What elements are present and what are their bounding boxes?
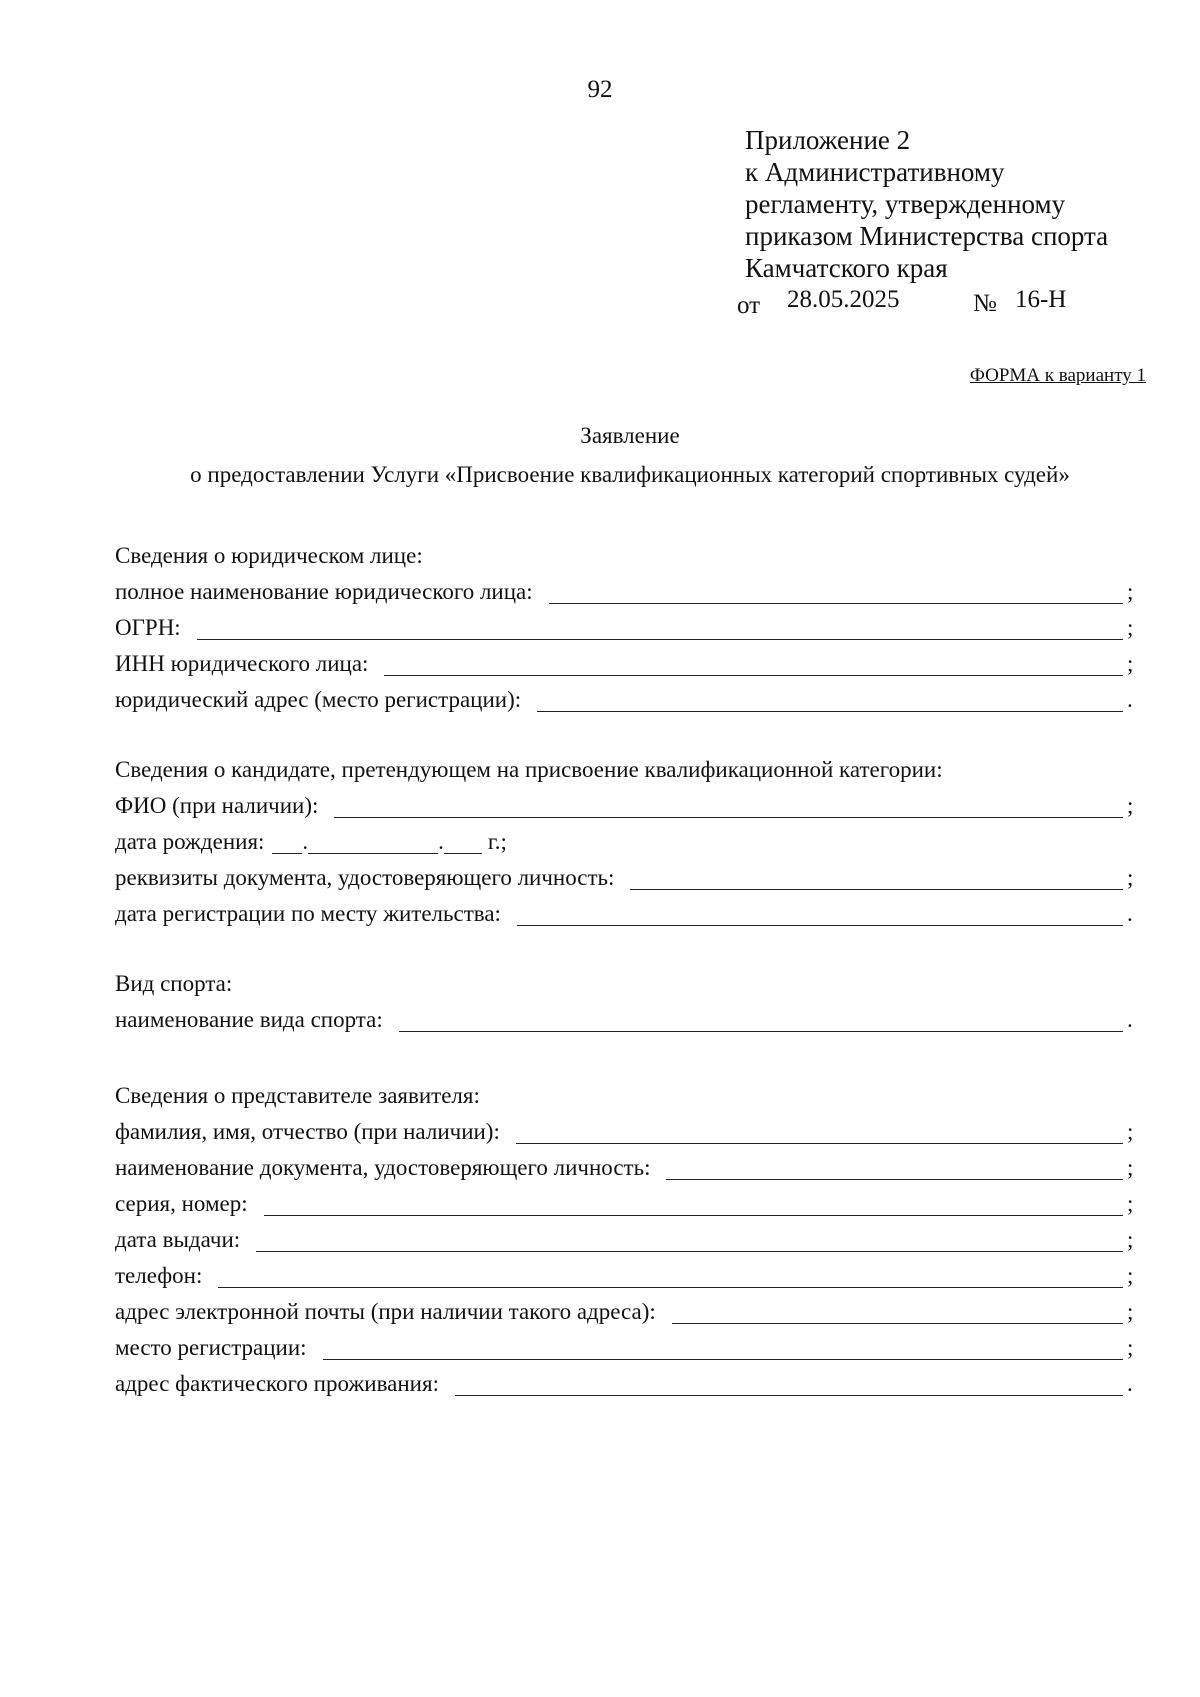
legal-address-blank[interactable] — [537, 685, 1123, 712]
rep-phone-blank[interactable] — [218, 1261, 1123, 1288]
registration-date-blank[interactable] — [517, 899, 1123, 926]
form-field — [115, 896, 1137, 932]
appendix-word: спорта — [1030, 221, 1109, 251]
rep-fio-blank[interactable] — [516, 1117, 1123, 1144]
field-label: дата выдачи: — [115, 1227, 241, 1252]
form-field — [115, 860, 1137, 896]
birth-year-blank[interactable] — [444, 827, 482, 854]
appendix-word: к — [745, 157, 759, 187]
order-date-number — [737, 286, 1157, 320]
sport-section — [115, 966, 1137, 1038]
form-field — [115, 1222, 1137, 1258]
field-end: . — [1127, 901, 1133, 926]
form-variant-label: ФОРМА к варианту 1 — [969, 365, 1146, 386]
inn-blank[interactable] — [384, 649, 1123, 676]
document-subtitle: о предоставлении Услуги «Присвоение квалификационных категорий спортивных судей» — [190, 462, 1070, 487]
form-field — [115, 610, 1137, 646]
field-label: место регистрации: — [115, 1335, 307, 1360]
fio-blank[interactable] — [334, 791, 1123, 818]
date-separator: . — [302, 829, 309, 854]
field-label: наименование вида спорта: — [115, 1007, 383, 1032]
birth-date-field — [115, 824, 1137, 860]
from-label: от — [737, 292, 761, 319]
section-heading: Вид спорта: — [115, 971, 233, 996]
form-field — [115, 1366, 1137, 1402]
birth-day-blank[interactable] — [272, 827, 302, 854]
id-document-blank[interactable] — [630, 863, 1123, 890]
field-end: . — [1127, 1371, 1133, 1396]
number-sign: № — [973, 290, 997, 317]
field-label: дата регистрации по месту жительства: — [115, 901, 501, 926]
field-label: ОГРН: — [115, 615, 181, 640]
appendix-block — [745, 124, 1145, 284]
field-label: адрес электронной почты (при наличии такого адреса): — [115, 1299, 656, 1324]
field-label: серия, номер: — [115, 1191, 248, 1216]
form-field — [115, 1002, 1137, 1038]
field-label: ФИО (при наличии): — [115, 793, 319, 818]
field-label: наименование документа, удостоверяющего личность: — [115, 1155, 651, 1180]
appendix-word: Административному — [764, 157, 1005, 187]
field-label: реквизиты документа, удостоверяющего личность: — [115, 865, 615, 890]
form-field — [115, 788, 1137, 824]
appendix-line-4 — [745, 220, 1145, 252]
document-title: Заявление — [580, 423, 680, 448]
appendix-word: утвержденному — [884, 189, 1066, 219]
form-field — [115, 646, 1137, 682]
field-end: ; — [1127, 1227, 1134, 1252]
field-end: . — [1127, 1007, 1133, 1032]
field-label: адрес фактического проживания: — [115, 1371, 439, 1396]
field-end: ; — [1127, 579, 1134, 604]
field-label: полное наименование юридического лица: — [115, 579, 533, 604]
form-field — [115, 574, 1137, 610]
form-field — [115, 1150, 1137, 1186]
section-heading: Сведения о представителе заявителя: — [115, 1083, 480, 1108]
field-label: телефон: — [115, 1263, 203, 1288]
field-end: ; — [1127, 865, 1134, 890]
date-separator: . — [438, 829, 444, 854]
field-end: ; — [1127, 1191, 1134, 1216]
full-name-blank[interactable] — [549, 577, 1123, 604]
legal-entity-section — [115, 538, 1137, 718]
ogrn-blank[interactable] — [197, 613, 1123, 640]
field-end: ; — [1127, 1299, 1134, 1324]
rep-email-blank[interactable] — [672, 1297, 1123, 1324]
rep-document-blank[interactable] — [666, 1153, 1123, 1180]
representative-section — [115, 1078, 1137, 1402]
field-label: дата рождения: — [115, 829, 265, 854]
field-end: . — [1127, 687, 1133, 712]
field-end: ; — [1127, 1335, 1134, 1360]
appendix-line-5: Камчатского края — [745, 253, 948, 283]
form-field — [115, 1294, 1137, 1330]
sport-name-blank[interactable] — [399, 1005, 1123, 1032]
page-number: 92 — [587, 76, 613, 103]
rep-series-number-blank[interactable] — [264, 1189, 1123, 1216]
rep-issue-date-blank[interactable] — [256, 1225, 1123, 1252]
field-end: ; — [1127, 793, 1134, 818]
field-end: ; — [1127, 651, 1134, 676]
candidate-section — [115, 752, 1137, 932]
field-label: юридический адрес (место регистрации): — [115, 687, 522, 712]
section-heading: Сведения о юридическом лице: — [115, 543, 423, 568]
form-field — [115, 1258, 1137, 1294]
form-field — [115, 1330, 1137, 1366]
appendix-word: приказом — [745, 221, 853, 251]
field-end: ; — [1127, 1263, 1134, 1288]
appendix-line-2 — [745, 156, 1145, 188]
order-number: 16-Н — [1015, 286, 1067, 313]
form-field — [115, 1114, 1137, 1150]
appendix-line-3 — [745, 188, 1145, 220]
rep-registration-blank[interactable] — [323, 1333, 1123, 1360]
appendix-word: регламенту, — [745, 189, 879, 219]
appendix-title: Приложение 2 — [745, 125, 911, 155]
form-field — [115, 1186, 1137, 1222]
section-heading: Сведения о кандидате, претендующем на присвоение квалификационной категории: — [115, 757, 943, 782]
rep-actual-address-blank[interactable] — [455, 1369, 1123, 1396]
field-end: ; — [1127, 1119, 1134, 1144]
field-label: ИНН юридического лица: — [115, 651, 369, 676]
year-suffix: г.; — [487, 829, 507, 854]
birth-month-blank[interactable] — [308, 827, 438, 854]
order-date: 28.05.2025 — [787, 286, 900, 313]
appendix-word: Министерства — [859, 221, 1025, 251]
field-end: ; — [1127, 615, 1134, 640]
field-label: фамилия, имя, отчество (при наличии): — [115, 1119, 500, 1144]
form-field — [115, 682, 1137, 718]
field-end: ; — [1127, 1155, 1134, 1180]
